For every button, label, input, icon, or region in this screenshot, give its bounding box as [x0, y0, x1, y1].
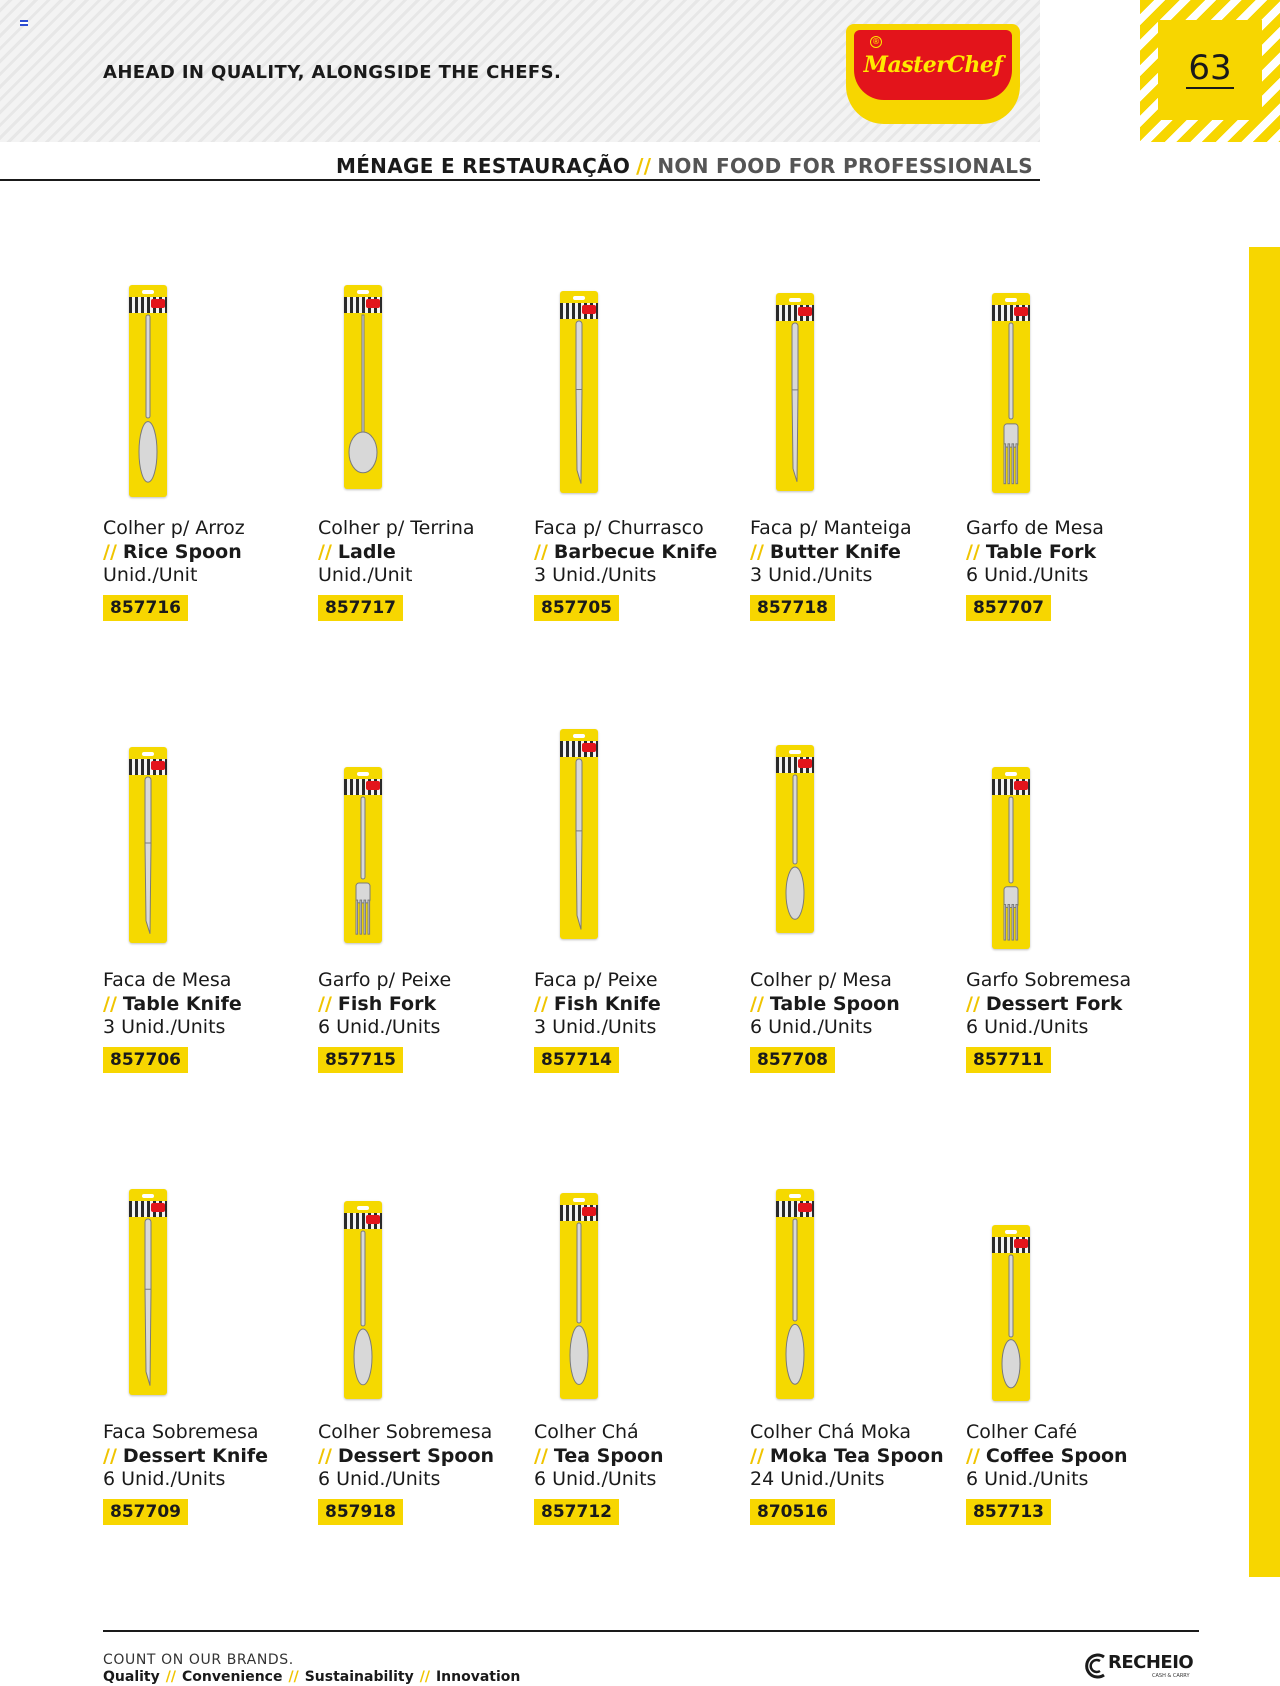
- product-code-badge: 857918: [318, 1499, 403, 1525]
- footer-value: Quality: [103, 1669, 160, 1685]
- product-units: 6 Unid./Units: [318, 1016, 441, 1038]
- pack-brand-logo: [366, 1215, 380, 1224]
- barbecue-knife-icon: [563, 319, 595, 487]
- product-name-en: [318, 993, 436, 1015]
- pack-brand-logo: [1014, 1239, 1028, 1248]
- fish-knife-icon: [563, 757, 595, 933]
- name-separator: //: [966, 541, 980, 563]
- product-name-pt: Garfo Sobremesa: [966, 969, 1132, 991]
- footer-value: Innovation: [435, 1669, 521, 1685]
- product-name-pt: Colher Café: [966, 1421, 1078, 1443]
- table-spoon-icon: [779, 773, 811, 927]
- hang-hole: [142, 1194, 154, 1198]
- product-name-en-text: Fish Fork: [337, 993, 437, 1015]
- product-code-badge: 857709: [103, 1499, 188, 1525]
- product-name-en: [103, 541, 242, 563]
- product-name-en: [966, 1445, 1128, 1467]
- product-name-en: [103, 1445, 268, 1467]
- dessert-knife-icon: [132, 1217, 164, 1389]
- product-name-en-text: Dessert Fork: [985, 993, 1123, 1015]
- pack-brand-logo: [582, 1207, 596, 1216]
- tea-spoon-icon: [563, 1221, 595, 1393]
- product-code-badge: 857706: [103, 1047, 188, 1073]
- pack-brand-logo: [366, 299, 380, 308]
- product-blister-pack: [776, 745, 814, 933]
- hang-hole: [789, 1194, 801, 1198]
- product-name-pt: Faca de Mesa: [103, 969, 232, 991]
- product-blister-pack: [992, 767, 1030, 949]
- product-units: 6 Unid./Units: [534, 1468, 657, 1490]
- footer-separator: //: [165, 1669, 176, 1685]
- recheio-logo-subtext: CASH & CARRY: [1152, 1673, 1190, 1679]
- product-name-en-text: Table Spoon: [769, 993, 900, 1015]
- product-name-pt: Colher p/ Arroz: [103, 517, 245, 539]
- product-units: 3 Unid./Units: [103, 1016, 226, 1038]
- pack-brand-logo: [1014, 781, 1028, 790]
- name-separator: //: [318, 1445, 332, 1467]
- coffee-spoon-icon: [995, 1253, 1027, 1395]
- hang-hole: [789, 750, 801, 754]
- product-name-pt: Colher Sobremesa: [318, 1421, 493, 1443]
- table-fork-icon: [995, 321, 1027, 487]
- product-blister-pack: [344, 1201, 382, 1399]
- hang-hole: [142, 290, 154, 294]
- footer-values: [103, 1669, 520, 1685]
- product-blister-pack: [560, 291, 598, 493]
- product-code-badge: 857715: [318, 1047, 403, 1073]
- pack-brand-logo: [582, 305, 596, 314]
- recheio-logo: [1082, 1652, 1200, 1682]
- butter-knife-icon: [779, 321, 811, 485]
- name-separator: //: [103, 541, 117, 563]
- product-name-pt: Colher Chá Moka: [750, 1421, 912, 1443]
- product-blister-pack: [776, 293, 814, 491]
- product-units: 6 Unid./Units: [318, 1468, 441, 1490]
- product-name-pt: Faca p/ Manteiga: [750, 517, 912, 539]
- product-card: [534, 285, 734, 645]
- product-units: 6 Unid./Units: [966, 1016, 1089, 1038]
- product-name-en-text: Butter Knife: [769, 541, 901, 563]
- name-separator: //: [750, 541, 764, 563]
- name-separator: //: [534, 993, 548, 1015]
- hang-hole: [357, 772, 369, 776]
- product-card: [534, 737, 734, 1097]
- product-units: 6 Unid./Units: [103, 1468, 226, 1490]
- hang-hole: [357, 1206, 369, 1210]
- section-title-en: NON FOOD FOR PROFESSIONALS: [657, 154, 1033, 178]
- name-separator: //: [103, 1445, 117, 1467]
- name-separator: //: [750, 1445, 764, 1467]
- moka-tea-spoon-icon: [779, 1217, 811, 1393]
- product-blister-pack: [992, 293, 1030, 493]
- product-name-en-text: Coffee Spoon: [985, 1445, 1128, 1467]
- product-code-badge: 870516: [750, 1499, 835, 1525]
- product-name-en: [750, 541, 901, 563]
- pack-brand-logo: [798, 307, 812, 316]
- product-name-en: [534, 541, 717, 563]
- product-code-badge: 857708: [750, 1047, 835, 1073]
- product-name-pt: Faca p/ Churrasco: [534, 517, 704, 539]
- product-name-en-text: Dessert Knife: [122, 1445, 269, 1467]
- product-name-en: [318, 541, 396, 563]
- product-blister-pack: [129, 747, 167, 943]
- product-name-en: [750, 993, 900, 1015]
- name-separator: //: [534, 541, 548, 563]
- footer-separator: //: [419, 1669, 430, 1685]
- section-title-separator: //: [636, 154, 652, 178]
- product-code-badge: 857707: [966, 595, 1051, 621]
- product-blister-pack: [344, 767, 382, 943]
- product-units: 24 Unid./Units: [750, 1468, 885, 1490]
- hang-hole: [573, 296, 585, 300]
- product-name-en-text: Fish Knife: [553, 993, 661, 1015]
- ladle-icon: [347, 313, 379, 483]
- product-units: 6 Unid./Units: [966, 1468, 1089, 1490]
- product-card: [966, 1189, 1166, 1549]
- product-code-badge: 857712: [534, 1499, 619, 1525]
- product-card: [534, 1189, 734, 1549]
- product-code-badge: 857713: [966, 1499, 1051, 1525]
- product-name-en-text: Table Fork: [985, 541, 1097, 563]
- name-separator: //: [966, 993, 980, 1015]
- dessert-spoon-icon: [347, 1229, 379, 1393]
- pack-brand-logo: [798, 1203, 812, 1212]
- product-name-pt: Colher p/ Terrina: [318, 517, 475, 539]
- product-card: [318, 1189, 518, 1549]
- product-code-badge: 857716: [103, 595, 188, 621]
- product-name-en: [966, 993, 1122, 1015]
- product-card: [966, 285, 1166, 645]
- footer-divider: [103, 1630, 1199, 1632]
- name-separator: //: [318, 993, 332, 1015]
- product-card: [103, 1189, 303, 1549]
- product-units: 3 Unid./Units: [750, 564, 873, 586]
- product-units: Unid./Unit: [103, 564, 198, 586]
- product-code-badge: 857711: [966, 1047, 1051, 1073]
- pack-brand-logo: [798, 759, 812, 768]
- product-units: 3 Unid./Units: [534, 564, 657, 586]
- registered-mark: ®: [872, 37, 880, 46]
- name-separator: //: [318, 541, 332, 563]
- rice-spoon-icon: [132, 313, 164, 491]
- pack-brand-logo: [151, 761, 165, 770]
- hang-hole: [573, 1198, 585, 1202]
- hang-hole: [142, 752, 154, 756]
- product-units: Unid./Unit: [318, 564, 413, 586]
- product-code-badge: 857717: [318, 595, 403, 621]
- product-card: [318, 737, 518, 1097]
- pack-brand-logo: [366, 781, 380, 790]
- product-name-en-text: Barbecue Knife: [553, 541, 718, 563]
- product-name-en-text: Rice Spoon: [122, 541, 242, 563]
- product-name-en-text: Moka Tea Spoon: [769, 1445, 944, 1467]
- product-name-pt: Colher p/ Mesa: [750, 969, 892, 991]
- pack-brand-logo: [151, 299, 165, 308]
- footer-separator: //: [288, 1669, 299, 1685]
- pack-brand-logo: [151, 1203, 165, 1212]
- recheio-swoosh-icon: [1082, 1653, 1108, 1679]
- footer-value: Sustainability: [304, 1669, 414, 1685]
- product-blister-pack: [560, 1193, 598, 1399]
- product-name-en-text: Dessert Spoon: [337, 1445, 495, 1467]
- table-knife-icon: [132, 775, 164, 937]
- product-name-en-text: Table Knife: [122, 993, 242, 1015]
- product-name-en-text: Ladle: [337, 541, 396, 563]
- masterchef-logo-text: MasterChef: [863, 52, 1003, 78]
- product-card: [318, 285, 518, 645]
- product-units: 6 Unid./Units: [966, 564, 1089, 586]
- hang-hole: [573, 734, 585, 738]
- footer-value: Convenience: [181, 1669, 283, 1685]
- pack-brand-logo: [1014, 307, 1028, 316]
- product-name-pt: Colher Chá: [534, 1421, 639, 1443]
- hang-hole: [357, 290, 369, 294]
- page-number: 63: [1188, 48, 1232, 89]
- product-units: 3 Unid./Units: [534, 1016, 657, 1038]
- product-card: [966, 737, 1166, 1097]
- product-name-en: [750, 1445, 944, 1467]
- product-name-pt: Garfo p/ Peixe: [318, 969, 452, 991]
- hang-hole: [1005, 772, 1017, 776]
- product-card: [750, 737, 950, 1097]
- name-separator: //: [750, 993, 764, 1015]
- product-units: 6 Unid./Units: [750, 1016, 873, 1038]
- hang-hole: [789, 298, 801, 302]
- name-separator: //: [534, 1445, 548, 1467]
- product-card: [750, 1189, 950, 1549]
- product-card: [103, 285, 303, 645]
- product-code-badge: 857718: [750, 595, 835, 621]
- product-name-en: [103, 993, 242, 1015]
- product-name-en-text: Tea Spoon: [553, 1445, 664, 1467]
- fish-fork-icon: [347, 795, 379, 937]
- pack-brand-logo: [582, 743, 596, 752]
- product-name-en: [534, 993, 661, 1015]
- footer-tagline: COUNT ON OUR BRANDS.: [103, 1652, 294, 1668]
- product-name-pt: Faca p/ Peixe: [534, 969, 658, 991]
- product-name-en: [966, 541, 1096, 563]
- section-title-pt: MÉNAGE E RESTAURAÇÃO: [336, 154, 631, 178]
- product-blister-pack: [344, 285, 382, 489]
- product-blister-pack: [776, 1189, 814, 1399]
- product-code-badge: 857705: [534, 595, 619, 621]
- product-blister-pack: [992, 1225, 1030, 1401]
- product-name-pt: Faca Sobremesa: [103, 1421, 259, 1443]
- product-code-badge: 857714: [534, 1047, 619, 1073]
- product-blister-pack: [560, 729, 598, 939]
- name-separator: //: [966, 1445, 980, 1467]
- name-separator: //: [103, 993, 117, 1015]
- product-name-en: [318, 1445, 494, 1467]
- product-blister-pack: [129, 285, 167, 497]
- dessert-fork-icon: [995, 795, 1027, 943]
- hang-hole: [1005, 298, 1017, 302]
- product-card: [750, 285, 950, 645]
- recheio-logo-text: RECHEIO: [1108, 1652, 1194, 1673]
- hang-hole: [1005, 1230, 1017, 1234]
- header-slogan: AHEAD IN QUALITY, ALONGSIDE THE CHEFS.: [103, 62, 562, 83]
- product-name-en: [534, 1445, 664, 1467]
- product-card: [103, 737, 303, 1097]
- product-blister-pack: [129, 1189, 167, 1395]
- product-name-pt: Garfo de Mesa: [966, 517, 1104, 539]
